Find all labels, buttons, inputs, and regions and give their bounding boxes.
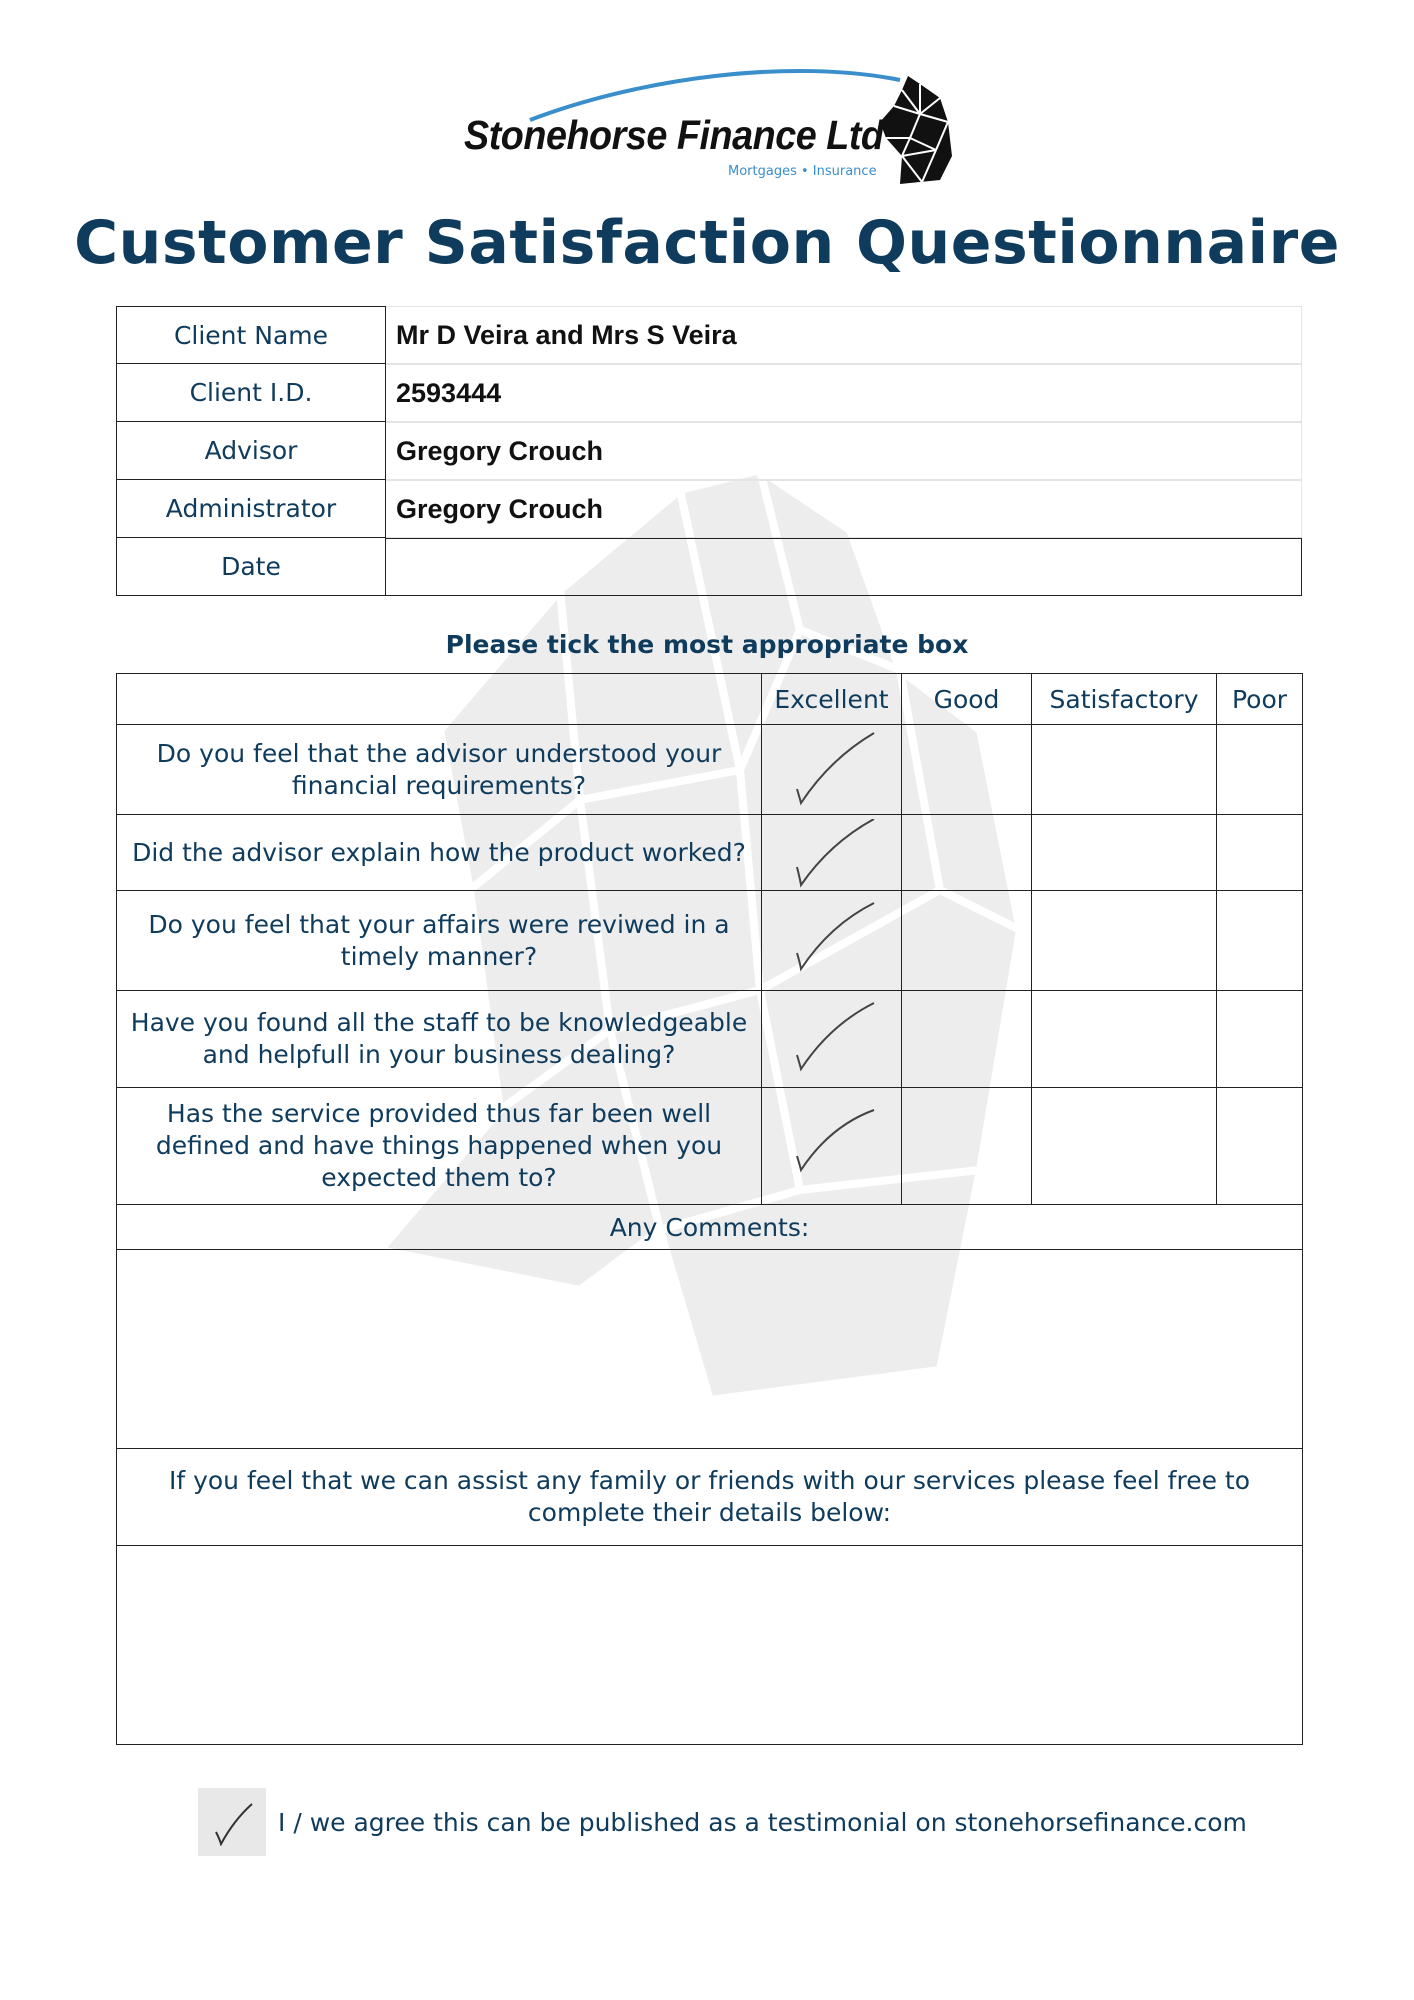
question-column-header: [117, 674, 762, 725]
tick-icon: [790, 819, 880, 889]
rating-poor-cell[interactable]: [1217, 815, 1303, 891]
column-poor: Poor: [1217, 674, 1303, 725]
rating-good-cell[interactable]: [902, 1088, 1032, 1205]
comments-row: [117, 1250, 1303, 1449]
rating-excellent-cell[interactable]: [762, 725, 902, 815]
question-row: [117, 1088, 1303, 1205]
survey-table: [116, 673, 1303, 1745]
testimonial-label: I / we agree this can be published as a testimonial on stonehorsefinance.com: [278, 1807, 1247, 1837]
instruction-text: Please tick the most appropriate box: [445, 630, 969, 659]
column-satisfactory: Satisfactory: [1032, 674, 1217, 725]
horse-head-logo-icon: [880, 76, 952, 184]
advisor-field[interactable]: Gregory Crouch: [386, 422, 1302, 480]
testimonial-consent: [198, 1788, 1247, 1856]
client-name-row: [116, 306, 1302, 364]
page-title: Customer Satisfaction Questionnaire: [74, 208, 1340, 278]
comments-field[interactable]: [117, 1250, 1303, 1449]
date-row: [116, 538, 1302, 596]
question-text: Do you feel that your affairs were reviwed in a timely manner?: [117, 891, 762, 991]
comments-label: Any Comments:: [117, 1205, 1303, 1250]
column-excellent: Excellent: [762, 674, 902, 725]
rating-poor-cell[interactable]: [1217, 1088, 1303, 1205]
rating-satisfactory-cell[interactable]: [1032, 891, 1217, 991]
rating-satisfactory-cell[interactable]: [1032, 991, 1217, 1088]
client-info-table: [116, 306, 1302, 596]
advisor-label: Advisor: [116, 422, 386, 480]
client-id-label: Client I.D.: [116, 364, 386, 422]
rating-poor-cell[interactable]: [1217, 725, 1303, 815]
rating-excellent-cell[interactable]: [762, 815, 902, 891]
referral-instruction: If you feel that we can assist any family or friends with our services please feel free to complete their details below:: [117, 1449, 1303, 1546]
rating-satisfactory-cell[interactable]: [1032, 1088, 1217, 1205]
rating-excellent-cell[interactable]: [762, 991, 902, 1088]
survey-header-row: [117, 674, 1303, 725]
rating-satisfactory-cell[interactable]: [1032, 725, 1217, 815]
company-name: Stonehorse Finance Ltd: [464, 112, 884, 158]
referral-details-field[interactable]: [117, 1546, 1303, 1745]
rating-poor-cell[interactable]: [1217, 991, 1303, 1088]
referral-label-row: [117, 1449, 1303, 1546]
tick-icon: [790, 1092, 880, 1182]
question-text: Have you found all the staff to be knowledgeable and helpfull in your business dealing?: [117, 991, 762, 1088]
question-text: Do you feel that the advisor understood your financial requirements?: [117, 725, 762, 815]
client-id-field[interactable]: 2593444: [386, 364, 1302, 422]
rating-good-cell[interactable]: [902, 725, 1032, 815]
administrator-field[interactable]: Gregory Crouch: [386, 480, 1302, 538]
question-text: Did the advisor explain how the product worked?: [117, 815, 762, 891]
comments-label-row: [117, 1205, 1303, 1250]
tick-icon: [212, 1802, 256, 1846]
rating-poor-cell[interactable]: [1217, 891, 1303, 991]
date-label: Date: [116, 538, 386, 596]
question-row: [117, 991, 1303, 1088]
tick-icon: [790, 995, 880, 1075]
rating-excellent-cell[interactable]: [762, 1088, 902, 1205]
date-field[interactable]: [386, 538, 1302, 596]
tick-icon: [790, 895, 880, 975]
tick-icon: [790, 729, 880, 809]
column-good: Good: [902, 674, 1032, 725]
question-text: Has the service provided thus far been well defined and have things happened when you expected them to?: [117, 1088, 762, 1205]
rating-good-cell[interactable]: [902, 815, 1032, 891]
rating-satisfactory-cell[interactable]: [1032, 815, 1217, 891]
company-logo: [460, 58, 960, 188]
client-id-row: [116, 364, 1302, 422]
question-row: [117, 815, 1303, 891]
referral-row: [117, 1546, 1303, 1745]
question-row: [117, 891, 1303, 991]
company-tagline: Mortgages • Insurance: [728, 164, 877, 179]
administrator-row: [116, 480, 1302, 538]
rating-good-cell[interactable]: [902, 891, 1032, 991]
question-row: [117, 725, 1303, 815]
administrator-label: Administrator: [116, 480, 386, 538]
rating-good-cell[interactable]: [902, 991, 1032, 1088]
client-name-label: Client Name: [116, 306, 386, 364]
client-name-field[interactable]: Mr D Veira and Mrs S Veira: [386, 306, 1302, 364]
testimonial-checkbox[interactable]: [198, 1788, 266, 1856]
rating-excellent-cell[interactable]: [762, 891, 902, 991]
advisor-row: [116, 422, 1302, 480]
